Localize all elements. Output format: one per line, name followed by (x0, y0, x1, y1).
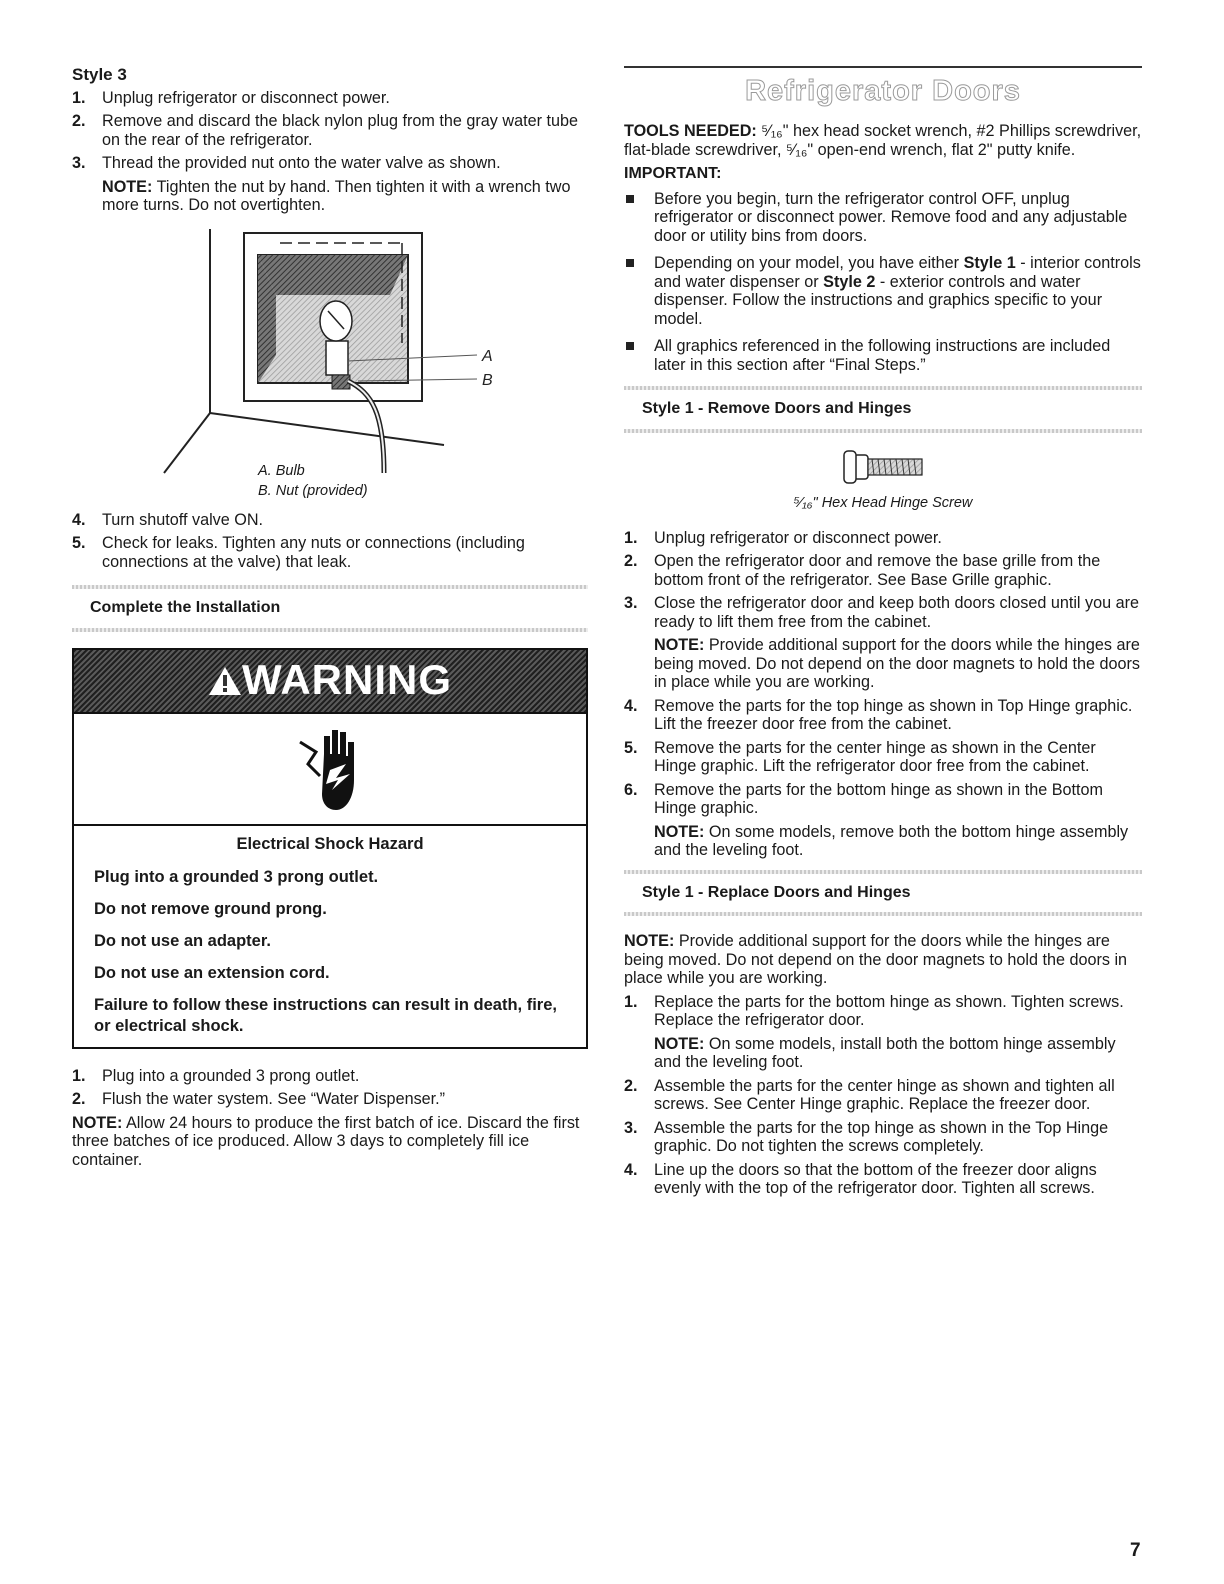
step-text: Line up the doors so that the bottom of the freezer door aligns evenly with the top of the refrigerator door. Tighten all screws. (654, 1160, 1097, 1197)
tools-text: ⁵⁄₁₆" hex head socket wrench, #2 Phillips screwdriver, flat-blade screwdriver, ⁵⁄₁₆" open-end wrench, flat 2" putty knife. (624, 122, 1142, 159)
warning-title-row (208, 656, 452, 704)
check-steps (72, 511, 588, 572)
step-number: 3. (624, 1118, 638, 1137)
hazard-title: Electrical Shock Hazard (236, 834, 424, 853)
step-note (102, 178, 588, 215)
style-1-label: Style 1 (963, 254, 1016, 272)
list-item (624, 697, 1142, 734)
bullet-text: - exterior controls and water dispenser. Follow the instructions and graphics specific to your model. (654, 272, 1103, 328)
list-item (624, 1077, 1142, 1114)
note-label: NOTE: (654, 822, 705, 841)
note-text: Provide additional support for the doors while the hinges are being moved. Do not depend on the door magnets to hold the doors in place while you are working. (624, 932, 1128, 987)
warning-line: Do not remove ground prong. (94, 899, 327, 918)
shock-icon-area (74, 714, 586, 826)
callout-a: A (482, 347, 493, 365)
page-number: 7 (1130, 1540, 1141, 1561)
warning-box (72, 648, 588, 1049)
hinge-screw-figure (624, 449, 1142, 489)
step-note (654, 823, 1142, 860)
list-item (624, 993, 1142, 1072)
step-text: Thread the provided nut onto the water valve as shown. (102, 154, 501, 172)
tools-needed (624, 122, 1142, 159)
step-text: Assemble the parts for the top hinge as shown in the Top Hinge graphic. Do not tighten the screws completely. (654, 1118, 1109, 1155)
style3-steps (72, 89, 588, 215)
warning-line: Do not use an extension cord. (94, 963, 330, 982)
list-item (72, 89, 588, 108)
step-text: Remove the parts for the top hinge as shown in Top Hinge graphic. Lift the freezer door free from the cabinet. (654, 696, 1133, 733)
caption-b: B. Nut (provided) (258, 482, 368, 499)
step-text: Remove the parts for the bottom hinge as shown in the Bottom Hinge graphic. (654, 780, 1103, 817)
note-label: NOTE: (654, 636, 705, 654)
warning-text (74, 826, 586, 1047)
step-number: 4. (72, 510, 86, 529)
step-text: Plug into a grounded 3 prong outlet. (102, 1066, 360, 1085)
note-text: On some models, install both the bottom hinge assembly and the leveling foot. (654, 1034, 1116, 1071)
step-note (654, 1035, 1142, 1072)
warning-line: Do not use an adapter. (94, 931, 271, 950)
style-2-label: Style 2 (823, 272, 876, 291)
step-number: 5. (624, 738, 638, 757)
replace-note (624, 932, 1142, 988)
step-text: Assemble the parts for the center hinge as shown and tighten all screws. See Center Hinge graphic. Replace the freezer door. (654, 1076, 1115, 1113)
note-label: NOTE: (72, 1113, 123, 1132)
step-number: 1. (624, 992, 638, 1011)
step-text: Close the refrigerator door and keep both doors closed until you are ready to lift them free from the cabinet. (654, 594, 1140, 631)
list-item (72, 1067, 588, 1086)
tools-label: TOOLS NEEDED: (624, 122, 757, 140)
step-number: 3. (624, 594, 638, 612)
warning-line: Plug into a grounded 3 prong outlet. (94, 867, 379, 886)
step-number: 2. (624, 552, 638, 570)
completion-steps (72, 1067, 588, 1109)
water-valve-figure (72, 223, 588, 501)
step-number: 6. (624, 780, 638, 799)
warning-triangle-icon (208, 666, 242, 696)
bullet-item: All graphics referenced in the following instructions are included later in this section after “Final Steps.” (624, 337, 1142, 374)
list-item (624, 1119, 1142, 1156)
complete-installation-heading: Complete the Installation (72, 585, 588, 632)
note-text: Provide additional support for the doors while the hinges are being moved. Do not depend on the door magnets to hold the doors in place while you are working. (654, 636, 1140, 691)
list-item (72, 112, 588, 149)
step-text: Remove the parts for the center hinge as shown in the Center Hinge graphic. Lift the refrigerator door free from the cabinet. (654, 738, 1096, 775)
list-item (72, 534, 588, 571)
list-item (624, 1161, 1142, 1198)
note-label: NOTE: (102, 177, 153, 196)
bullet-text: - interior controls and water dispenser or (654, 254, 1141, 291)
step-text: Open the refrigerator door and remove the base grille from the bottom front of the refrigerator. See Base Grille graphic. (654, 552, 1101, 589)
remove-steps (624, 529, 1142, 860)
bullet-text: Depending on your model, you have either (654, 254, 964, 272)
bullet-item: Before you begin, turn the refrigerator control OFF, unplug refrigerator or disconnect power. Remove food and any adjustable door or utility bins from doors. (624, 190, 1142, 246)
style3-heading: Style 3 (72, 65, 127, 84)
remove-doors-heading: Style 1 - Remove Doors and Hinges (624, 386, 1142, 433)
left-column (72, 66, 588, 1169)
step-number: 3. (72, 154, 86, 172)
step-text: Unplug refrigerator or disconnect power. (102, 88, 390, 107)
step-number: 5. (72, 534, 86, 552)
right-column (624, 66, 1142, 1203)
note-label: NOTE: (624, 932, 675, 950)
list-item (72, 1090, 588, 1109)
step-number: 1. (72, 88, 86, 107)
list-item (72, 511, 588, 530)
step-number: 4. (624, 1160, 638, 1179)
warning-title: WARNING (242, 656, 452, 704)
replace-steps (624, 993, 1142, 1198)
list-item (624, 739, 1142, 776)
note-label: NOTE: (654, 1034, 705, 1053)
list-item (624, 594, 1142, 692)
step-number: 2. (624, 1076, 638, 1095)
list-item (72, 154, 588, 215)
step-text: Turn shutoff valve ON. (102, 510, 264, 529)
step-number: 2. (72, 112, 86, 130)
important-bullets (624, 190, 1142, 375)
step-number: 4. (624, 696, 638, 715)
note-text: On some models, remove both the bottom hinge assembly and the leveling foot. (654, 822, 1129, 859)
list-item (624, 529, 1142, 548)
step-text: Flush the water system. See “Water Dispenser.” (102, 1090, 446, 1108)
note-text: Allow 24 hours to produce the first batch of ice. Discard the first three batches of ice produced. Allow 3 days to completely fill ice container. (72, 1113, 580, 1169)
replace-doors-heading: Style 1 - Replace Doors and Hinges (624, 870, 1142, 917)
list-item (624, 552, 1142, 589)
step-number: 2. (72, 1090, 86, 1108)
step-text: Unplug refrigerator or disconnect power. (654, 528, 942, 547)
step-text: Replace the parts for the bottom hinge as shown. Tighten screws. Replace the refrigerator door. (654, 992, 1124, 1029)
warning-line: Failure to follow these instructions can result in death, fire, or electrical shock. (94, 995, 557, 1035)
step-number: 1. (624, 528, 638, 547)
important-label: IMPORTANT: (624, 165, 722, 182)
step-note (654, 636, 1142, 692)
warning-banner (74, 650, 586, 714)
bullet-item (624, 254, 1142, 328)
callout-b: B (482, 371, 493, 389)
list-item (624, 781, 1142, 860)
step-number: 1. (72, 1066, 86, 1085)
screw-caption: ⁵⁄₁₆" Hex Head Hinge Screw (793, 494, 973, 511)
step-text: Check for leaks. Tighten any nuts or connections (including connections at the valve) that leak. (102, 534, 525, 571)
electrical-shock-hand-icon (290, 724, 370, 814)
ice-note (72, 1114, 588, 1170)
caption-a: A. Bulb (258, 462, 305, 479)
hinge-screw-illustration (838, 449, 928, 485)
note-text: Tighten the nut by hand. Then tighten it with a wrench two more turns. Do not overtighten. (102, 177, 571, 214)
water-valve-illustration (72, 223, 588, 501)
step-text: Remove and discard the black nylon plug from the gray water tube on the rear of the refrigerator. (102, 112, 578, 149)
section-title: Refrigerator Doors (624, 66, 1142, 118)
